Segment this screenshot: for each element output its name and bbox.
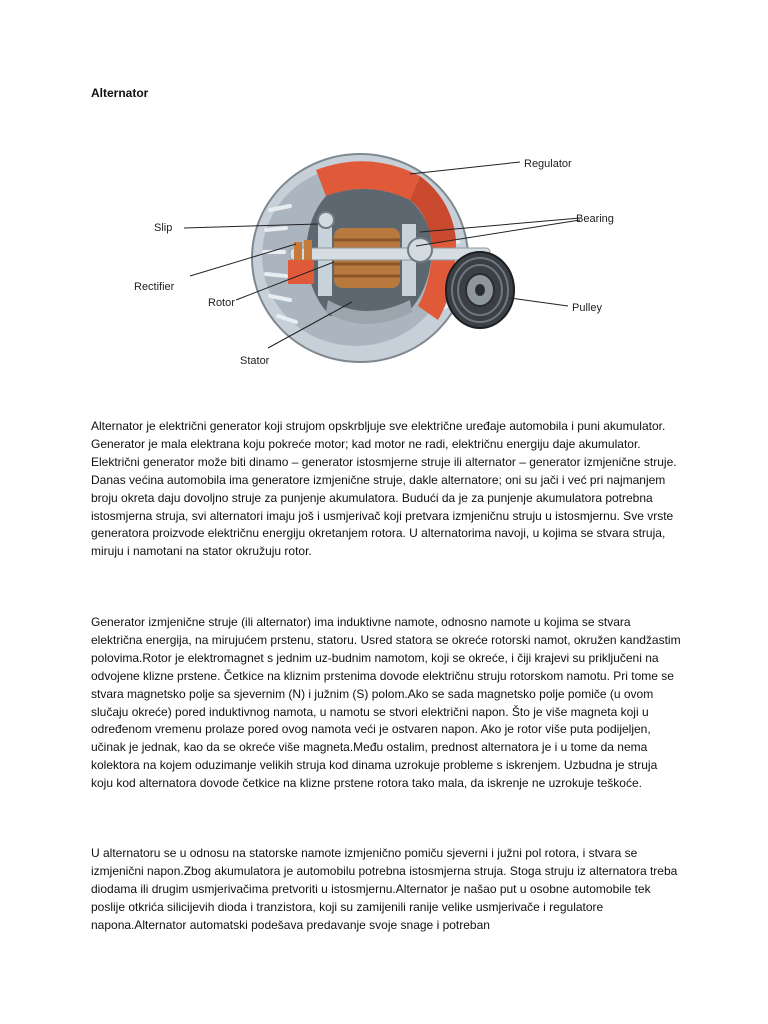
alternator-figure xyxy=(120,140,620,380)
label-bearing: Bearing xyxy=(576,213,614,225)
label-rectifier: Rectifier xyxy=(134,281,175,293)
paragraph: U alternatoru se u odnosu na statorske namote izmjenično pomiču sjeverni i južni pol rotora, i stvara se izmjenični napon.Zbog akumulatora je automobilu potrebna istosmjerna struja. Stoga struju iz alternatora treba diodama ili drugim usmjerivačima pretvoriti u istosmjernu.Alternator je našao put u osobne automobile tek poslije otkrića silicijevih dioda i tranzistora, koji su zamijenili ranije velike usmjerivače i regulatore napona.Alternator automatski podešava predavanje svoje snage i potreban xyxy=(91,846,678,932)
label-stator: Stator xyxy=(240,355,270,367)
alternator-cutaway-illustration xyxy=(120,140,620,380)
label-rotor: Rotor xyxy=(208,297,235,309)
alternator-body xyxy=(252,154,490,362)
label-pulley: Pulley xyxy=(572,302,602,314)
label-regulator: Regulator xyxy=(524,158,572,170)
document-title: Alternator xyxy=(91,86,149,100)
paragraph: Alternator je električni generator koji strujom opskrbljuje sve električne uređaje automobila i puni akumulator. Generator je mala elektrana koju pokreće motor; kad motor ne radi, električnu energiju daje akumulator. Električni generator može biti dinamo – generator istosmjerne struje ili alternator – generator izmjenične struje. Danas većina automobila ima generatore izmjenične struje, dakle alternatore; oni su jači i već pri najmanjem broju okreta daju dovoljno struje za punjenje akumulatora. Budući da je za punjenje akumulatora potrebna istosmjerna struja, svi alternatori imaju još i usmjerivač koji pretvara izmjeničnu struju u istosmjernu. Sve vrste generatora proizvode električnu energiju okretanjem rotora. U alternatorima navoji, u kojima se stvara struja, miruju i namotani na stator okružuju rotor. xyxy=(91,419,677,559)
pulley-icon xyxy=(446,252,514,328)
label-slip: Slip xyxy=(154,222,173,234)
paragraph: Generator izmjenične struje (ili alternator) ima induktivne namote, odnosno namote u kojima se stvara električna energija, na mirujućem prstenu, statoru. Usred statora se okreće rotorski namot, okružen kandžastim polovima.Rotor je elektromagnet s jednim uz-budnim namotom, koji se okreće, i čiji krajevi su priključeni na odvojene klizne prstene. Četkice na kliznim prstenima dovode električnu struju rotorskom namotu. Pri tome se stvara magnetsko polje sa sjevernim (N) i južnim (S) polom.Ako se sada magnetsko polje pomiče (u ovom slučaju okreće) pored induktivnog namota, u namotu se stvori električni napon. Što je više magneta koji u određenom vremenu prolaze pored ovog namota veći je ostvaren napon. Ako je rotor više puta podijeljen, učinak je jednak, kao da se okreće više magneta.Među ostalim, prednost alternatora je i u tome da nema kolektora na kojem oduzimanje velikih struja kod dinama uzrokuje probleme s iskrenjem. Uzbudna je struja koju kod alternatora dovode četkice na klizne prstene rotora tako mala, da iskrenje ne uzrokuje teškoće. xyxy=(91,615,681,791)
